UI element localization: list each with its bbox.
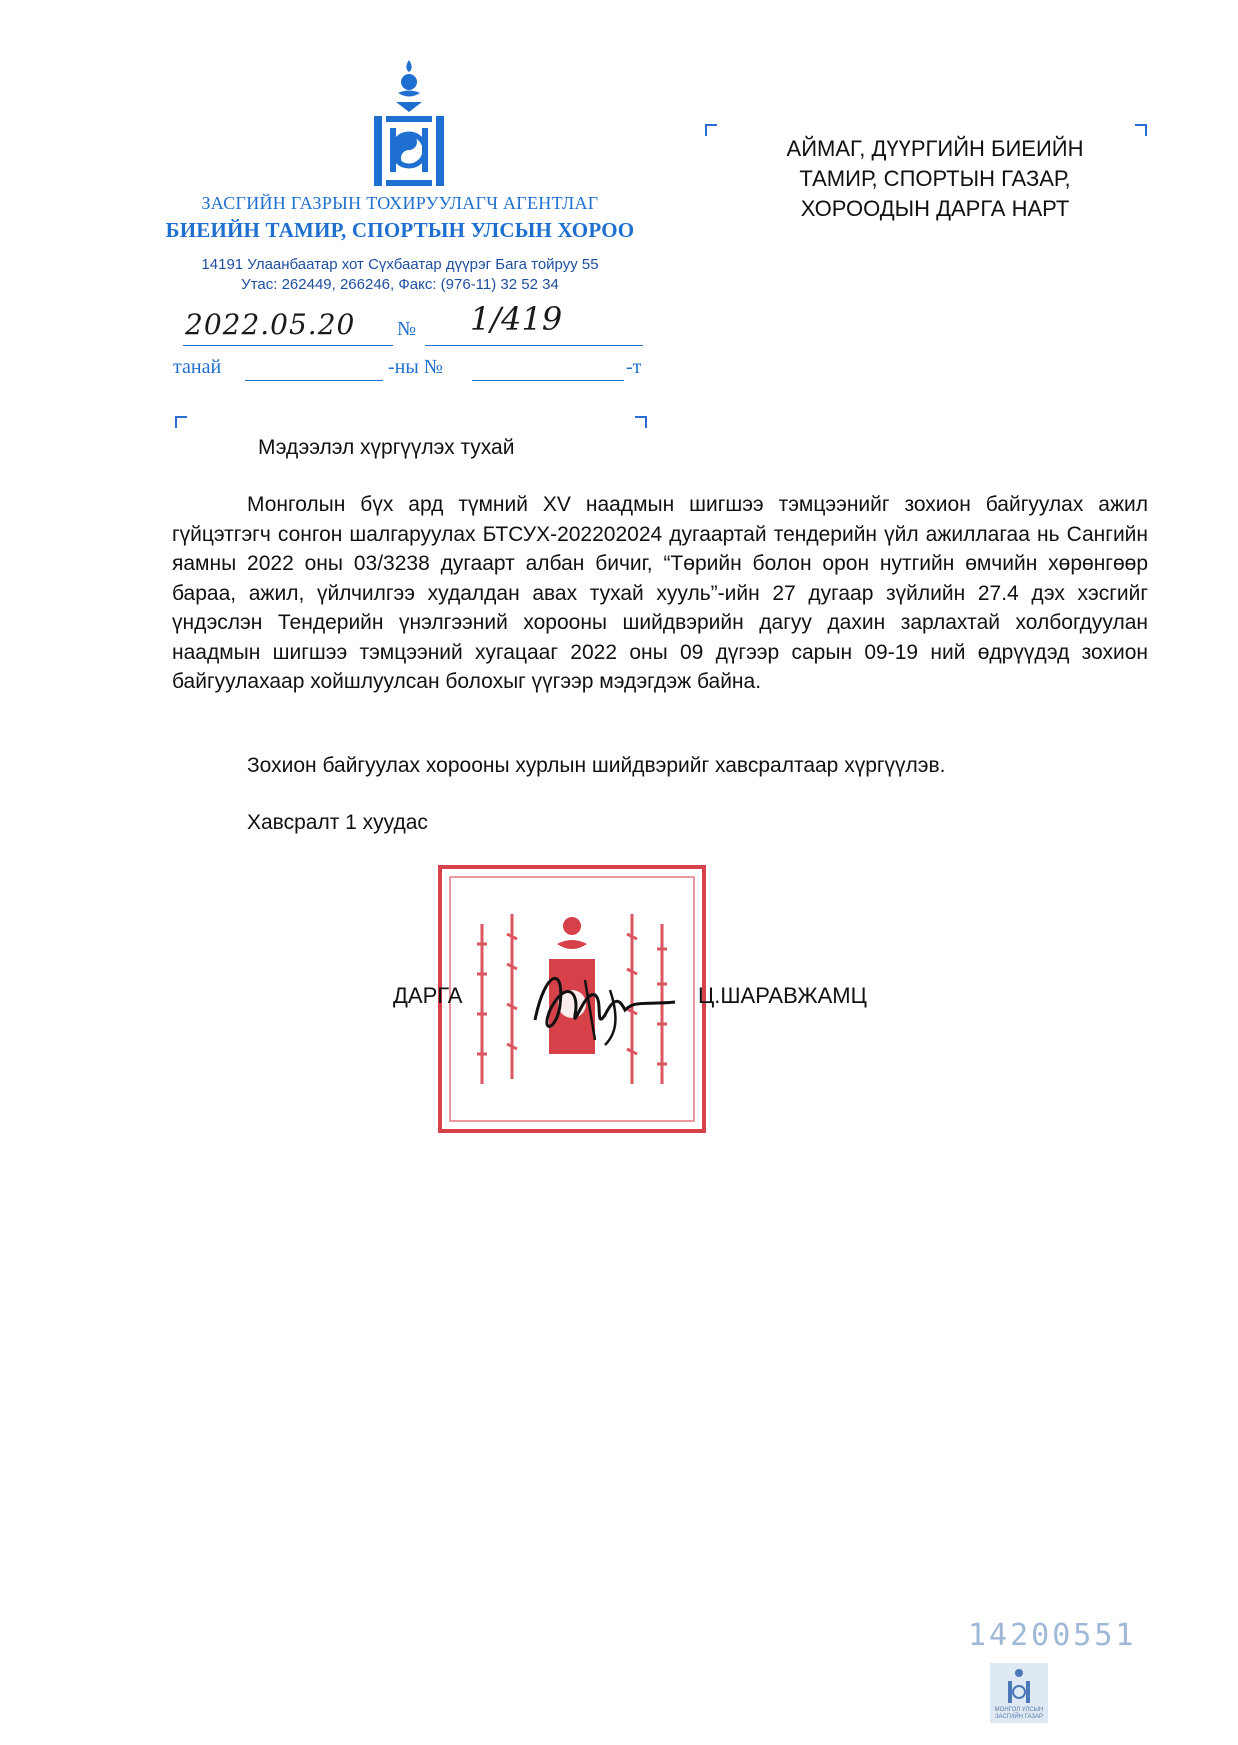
- handwritten-signature: [525, 960, 685, 1050]
- body-paragraph: Зохион байгуулах хорооны хурлын шийдвэрийг хавсралтаар хүргүүлэв.: [247, 754, 946, 777]
- organization-name: БИЕИЙН ТАМИР, СПОРТЫН УЛСЫН ХОРОО: [165, 218, 635, 242]
- corner-mark: [635, 416, 647, 428]
- letter-body: [172, 490, 1148, 697]
- to-label: -т: [626, 356, 642, 378]
- signatory-name: Ц.ШАРАВЖАМЦ: [698, 983, 867, 1008]
- soyombo-emblem-icon: [372, 60, 446, 190]
- your-label: танай: [173, 356, 222, 378]
- addressee-line: ХОРООДЫН ДАРГА НАРТ: [800, 196, 1070, 221]
- number-label: №: [397, 318, 417, 340]
- address: 14191 Улаанбаатар хот Сүхбаатар дүүрэг Бага тойруу 55: [201, 256, 599, 273]
- subject: Мэдээлэл хүргүүлэх тухай: [258, 436, 515, 459]
- contacts: Утас: 262449, 266246, Факс: (976-11) 32 52 34: [241, 276, 559, 293]
- attachment-note: Хавсралт 1 хуудас: [247, 811, 428, 834]
- corner-mark: [705, 124, 717, 136]
- date-handwritten: 2022.05.20: [185, 308, 356, 341]
- corner-mark: [1135, 124, 1147, 136]
- registration-number: 14200551: [968, 1618, 1137, 1653]
- addressee-line: ТАМИР, СПОРТЫН ГАЗАР,: [799, 166, 1071, 191]
- government-logo-caption: МОНГОЛ УЛСЫН ЗАСГИЙН ГАЗАР: [994, 1707, 1044, 1720]
- signatory-title: ДАРГА: [393, 983, 463, 1008]
- number-underline: [425, 345, 643, 346]
- date-underline: [183, 345, 393, 346]
- agency-line: ЗАСГИЙН ГАЗРЫН ТОХИРУУЛАГЧ АГЕНТЛАГ: [201, 193, 599, 213]
- body-paragraph: Монголын бүх ард түмний XV наадмын шигшээ тэмцээнийг зохион байгуулах ажил гүйцэтгэгч сонгон шалгаруулах БТСУХ-202202024 дугаартай тендерийн үйл ажиллагаа нь Сангийн яамны 2022 оны 03/3238 дугаарт албан бичиг, “Төрийн болон орон нутгийн өмчийн хөрөнгөөр бараа, ажил, үйлчилгээ худалдан авах тухай хууль”-ийн 27 дугаар зүйлийн 27.4 дэх хэсгийг үндэслэн Тендерийн үнэлгээний хорооны шийдвэрийн дагуу дахин зарлахтай холбогдуулан наадмын шигшээ тэмцээний хугацааг 2022 оны 09 дүгээр сарын 09-19 ний өдрүүдэд зохион байгуулахаар хойшлуулсан болохыг үүгээр мэдэгдэж байна.: [172, 493, 1148, 693]
- number-handwritten: 1/419: [470, 300, 563, 338]
- corner-mark: [175, 416, 187, 428]
- addressee: [735, 134, 1135, 224]
- addressee-line: АЙМАГ, ДҮҮРГИЙН БИЕИЙН: [786, 136, 1084, 161]
- your-number-underline: [472, 380, 624, 381]
- your-number-label: -ны №: [388, 356, 443, 378]
- your-date-underline: [245, 380, 383, 381]
